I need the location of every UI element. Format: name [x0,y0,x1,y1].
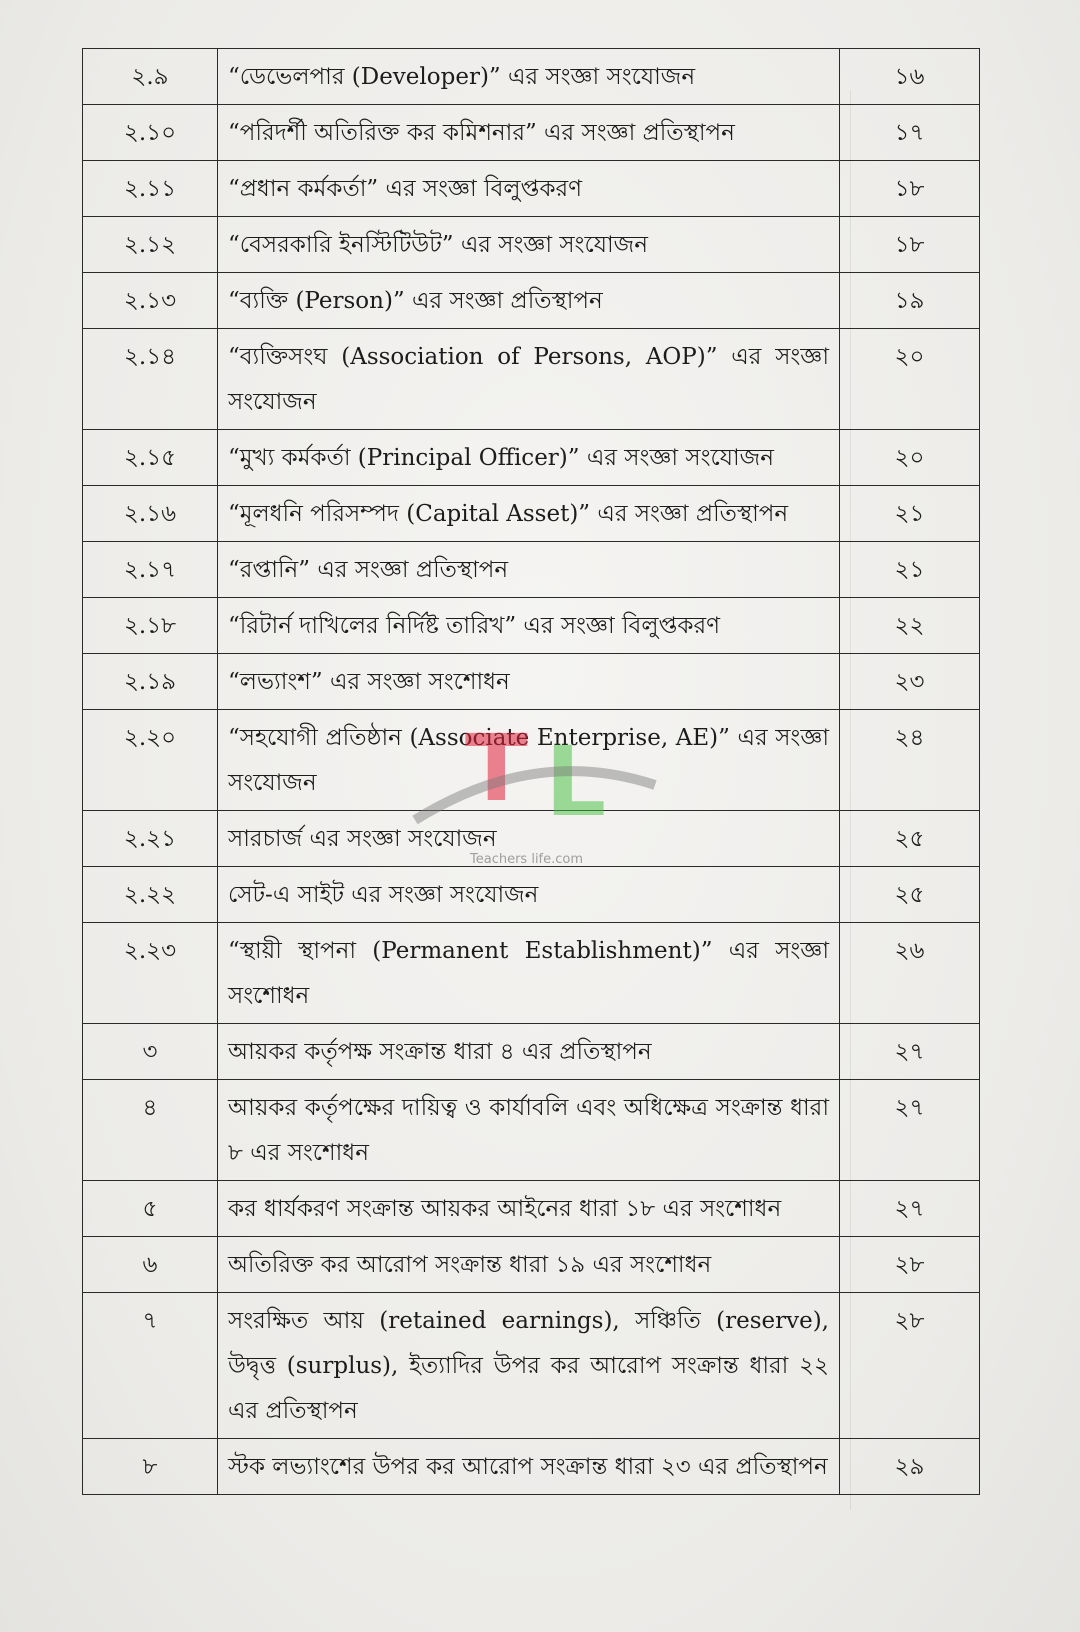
table-row [83,1439,980,1495]
section-description: কর ধার্যকরণ সংক্রান্ত আয়কর আইনের ধারা ১৮ এর সংশোধন [218,1181,840,1237]
section-description: “রপ্তানি” এর সংজ্ঞা প্রতিস্থাপন [218,542,840,598]
page-number: ২৭ [840,1181,980,1237]
section-description: “ব্যক্তিসংঘ (Association of Persons, AOP)” এর সংজ্ঞা সংযোজন [218,329,840,430]
table-row [83,273,980,329]
section-description: “ব্যক্তি (Person)” এর সংজ্ঞা প্রতিস্থাপন [218,273,840,329]
section-number: ২.১৯ [83,654,218,710]
section-number: ৭ [83,1293,218,1439]
table-row [83,486,980,542]
section-number: ২.১২ [83,217,218,273]
table-row [83,1293,980,1439]
page-number: ১৮ [840,217,980,273]
table-row [83,430,980,486]
section-number: ২.১৮ [83,598,218,654]
section-description: সেট-এ সাইট এর সংজ্ঞা সংযোজন [218,867,840,923]
page-number: ২২ [840,598,980,654]
section-number: ৩ [83,1024,218,1080]
section-number: ২.১১ [83,161,218,217]
page-number: ২৮ [840,1237,980,1293]
section-number: ২.১৬ [83,486,218,542]
section-description: “মুখ্য কর্মকর্তা (Principal Officer)” এর সংজ্ঞা সংযোজন [218,430,840,486]
page-number: ১৬ [840,49,980,105]
section-number: ২.২০ [83,710,218,811]
table-row [83,598,980,654]
section-number: ২.১৫ [83,430,218,486]
contents-table-body [83,49,980,1495]
section-number: ২.১৩ [83,273,218,329]
section-number: ২.১৪ [83,329,218,430]
section-description: “স্থায়ী স্থাপনা (Permanent Establishment)” এর সংজ্ঞা সংশোধন [218,923,840,1024]
section-description: “বেসরকারি ইনস্টিটিউট” এর সংজ্ঞা সংযোজন [218,217,840,273]
section-number: ২.১৭ [83,542,218,598]
section-number: ২.১০ [83,105,218,161]
page-number: ২৩ [840,654,980,710]
section-description: “রিটার্ন দাখিলের নির্দিষ্ট তারিখ” এর সংজ্ঞা বিলুপ্তকরণ [218,598,840,654]
section-description: সংরক্ষিত আয় (retained earnings), সঞ্চিতি (reserve), উদ্বৃত্ত (surplus), ইত্যাদির উপর কর আরোপ সংক্রান্ত ধারা ২২ এর প্রতিস্থাপন [218,1293,840,1439]
page-number: ১৭ [840,105,980,161]
page-number: ১৯ [840,273,980,329]
contents-table [82,48,980,1495]
section-number: ২.৯ [83,49,218,105]
table-row [83,161,980,217]
section-number: ৪ [83,1080,218,1181]
table-row [83,923,980,1024]
section-description: “ডেভেলপার (Developer)” এর সংজ্ঞা সংযোজন [218,49,840,105]
table-row [83,1024,980,1080]
page-number: ২৯ [840,1439,980,1495]
section-number: ২.২১ [83,811,218,867]
section-description: “মূলধনি পরিসম্পদ (Capital Asset)” এর সংজ্ঞা প্রতিস্থাপন [218,486,840,542]
section-number: ২.২২ [83,867,218,923]
table-row [83,1181,980,1237]
page-number: ২৭ [840,1080,980,1181]
page-number: ২৮ [840,1293,980,1439]
table-row [83,1237,980,1293]
table-row [83,1080,980,1181]
section-description: “লভ্যাংশ” এর সংজ্ঞা সংশোধন [218,654,840,710]
section-description: আয়কর কর্তৃপক্ষের দায়িত্ব ও কার্যাবলি এবং অধিক্ষেত্র সংক্রান্ত ধারা ৮ এর সংশোধন [218,1080,840,1181]
section-description: স্টক লভ্যাংশের উপর কর আরোপ সংক্রান্ত ধারা ২৩ এর প্রতিস্থাপন [218,1439,840,1495]
table-row [83,49,980,105]
page-number: ২৬ [840,923,980,1024]
section-number: ২.২৩ [83,923,218,1024]
table-row [83,329,980,430]
section-description: আয়কর কর্তৃপক্ষ সংক্রান্ত ধারা ৪ এর প্রতিস্থাপন [218,1024,840,1080]
page-number: ২১ [840,486,980,542]
table-row [83,867,980,923]
section-number: ৬ [83,1237,218,1293]
section-number: ৫ [83,1181,218,1237]
page-number: ২৫ [840,867,980,923]
page-number: ২০ [840,329,980,430]
page-number: ২৫ [840,811,980,867]
watermark-site: Teachers life.com [470,852,584,867]
table-row [83,654,980,710]
table-row [83,217,980,273]
table-row [83,542,980,598]
svg-text:L: L [545,726,607,838]
page-number: ১৮ [840,161,980,217]
section-description: অতিরিক্ত কর আরোপ সংক্রান্ত ধারা ১৯ এর সংশোধন [218,1237,840,1293]
page-number: ২০ [840,430,980,486]
page-number: ২১ [840,542,980,598]
table-row [83,105,980,161]
section-description: সারচার্জ এর সংজ্ঞা সংযোজন [218,811,840,867]
section-description: “পরিদর্শী অতিরিক্ত কর কমিশনার” এর সংজ্ঞা প্রতিস্থাপন [218,105,840,161]
section-number: ৮ [83,1439,218,1495]
page-number: ২৪ [840,710,980,811]
section-description: “প্রধান কর্মকর্তা” এর সংজ্ঞা বিলুপ্তকরণ [218,161,840,217]
svg-text:T: T [465,715,528,822]
page-number: ২৭ [840,1024,980,1080]
table-row [83,710,980,811]
section-description: “সহযোগী প্রতিষ্ঠান (Associate Enterprise, AE)” এর সংজ্ঞা সংযোজন [218,710,840,811]
